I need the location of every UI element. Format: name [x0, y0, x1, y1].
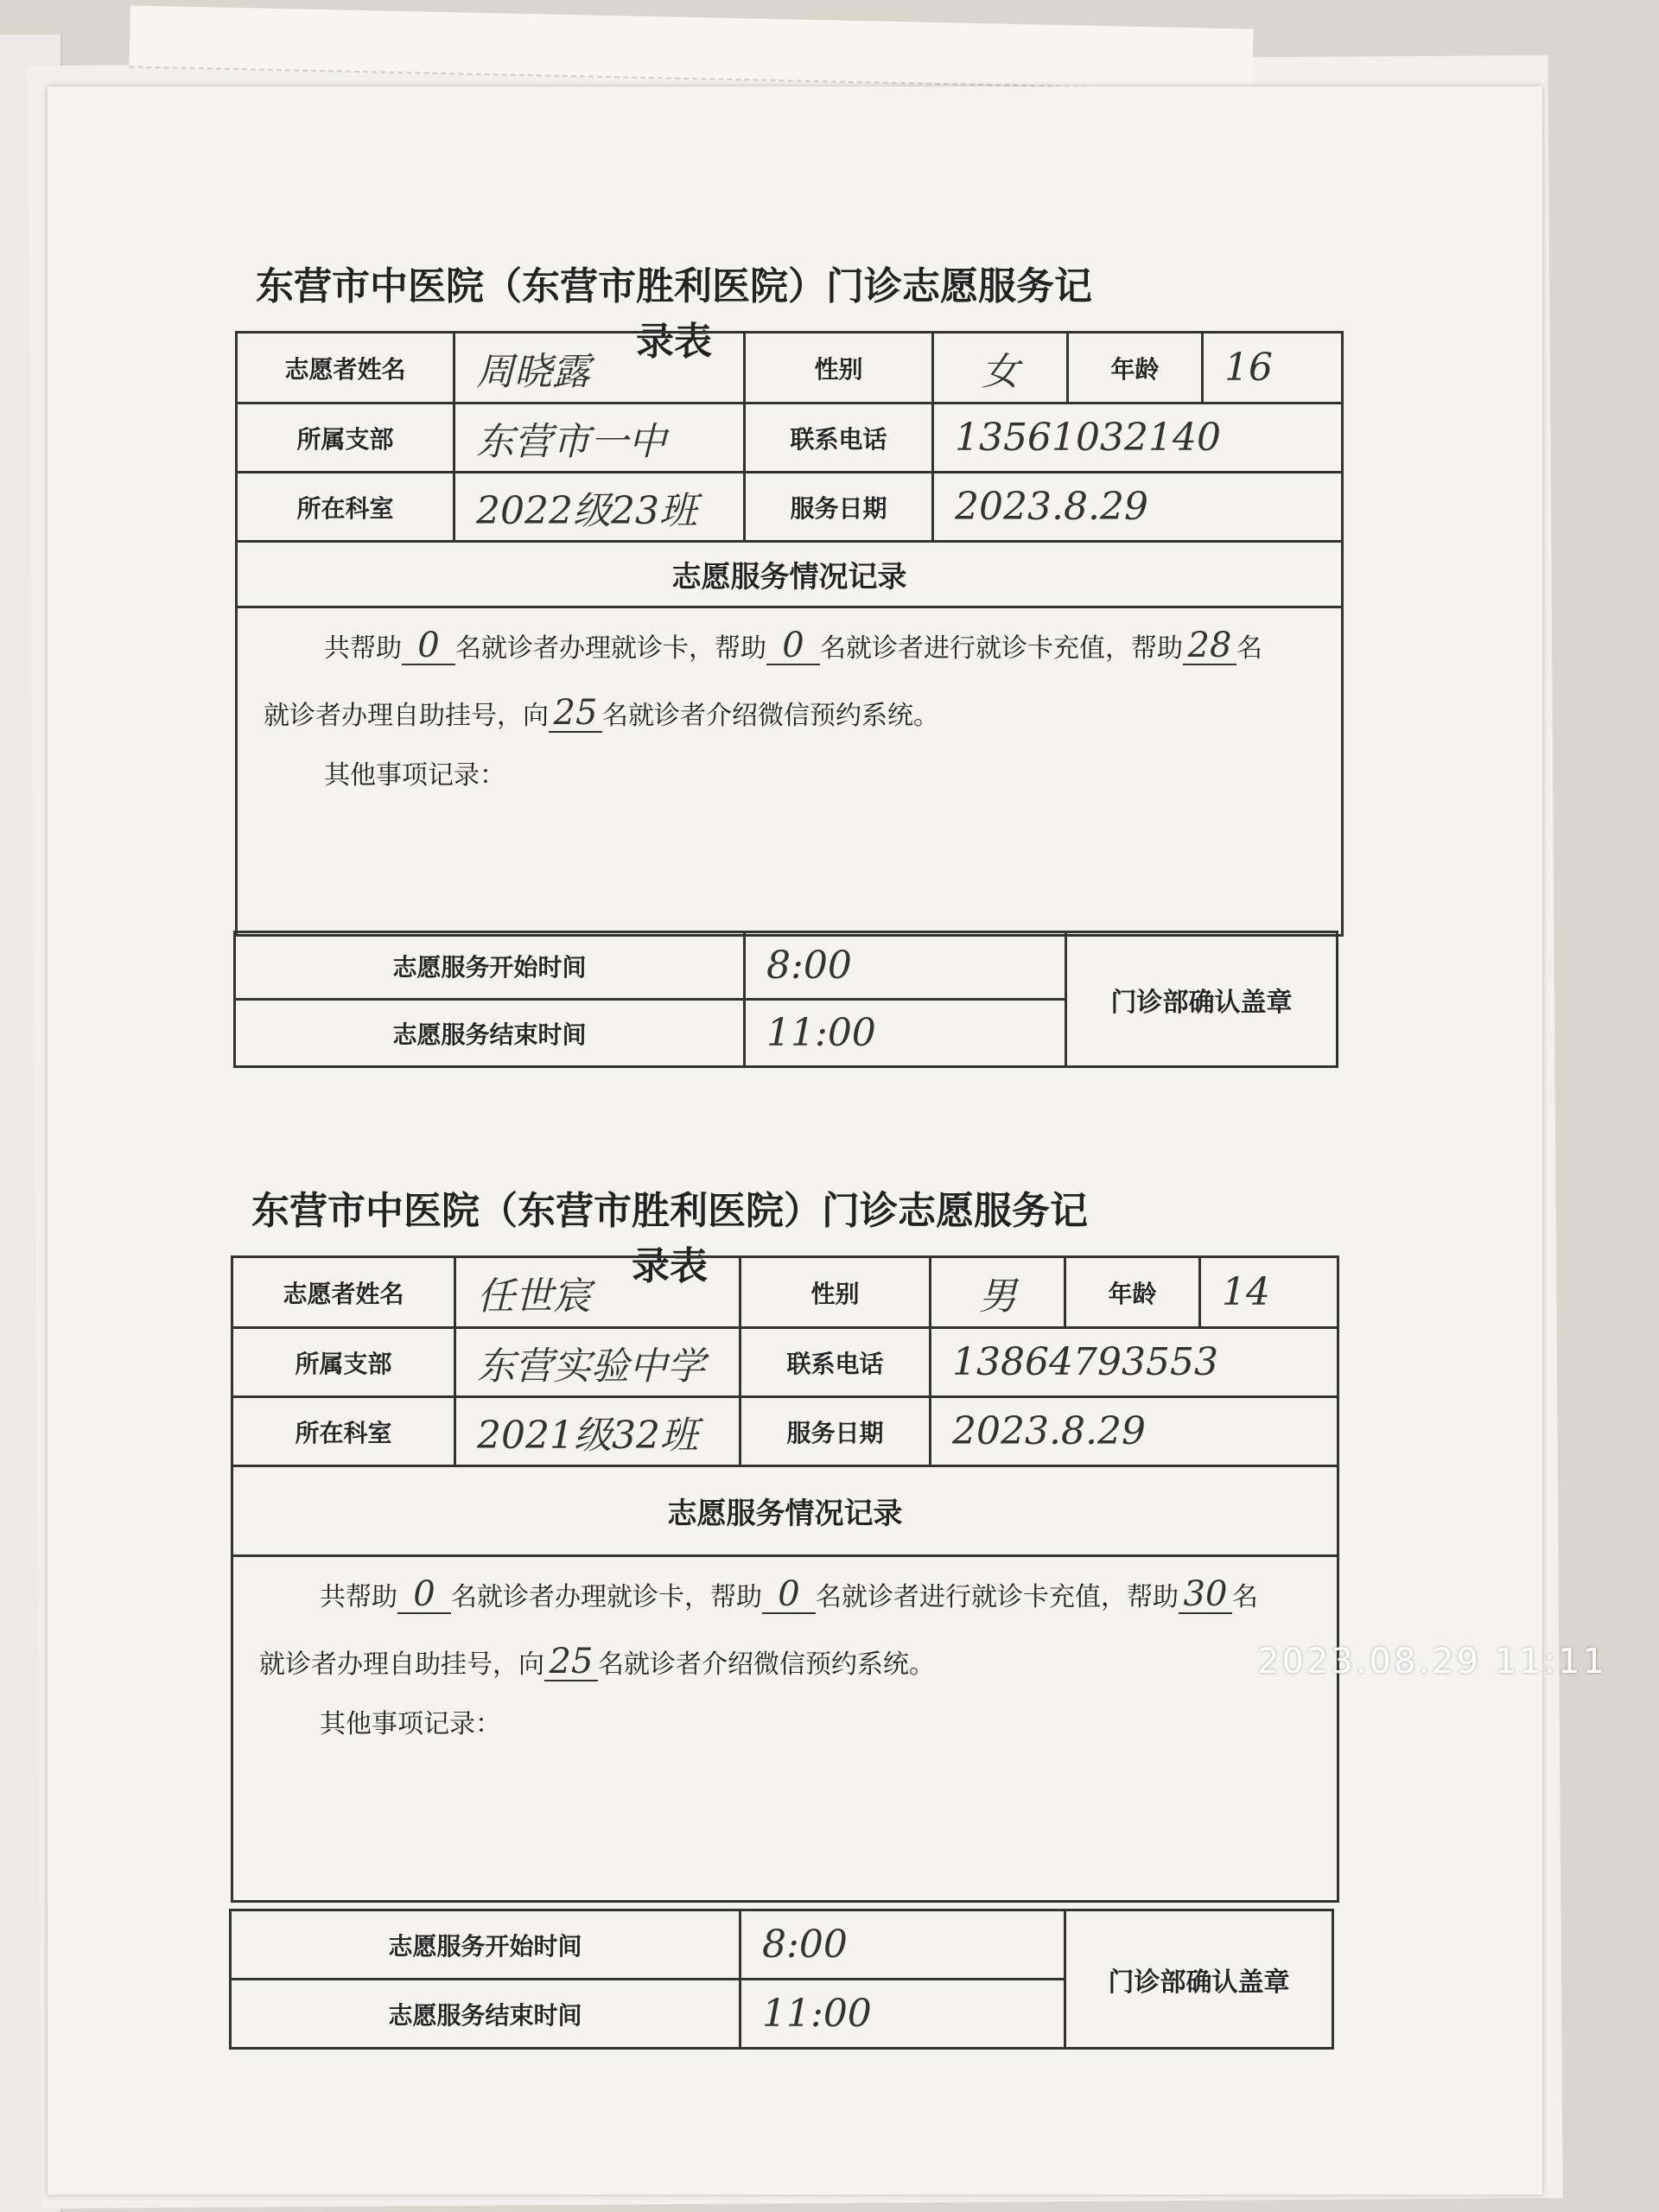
record-body [232, 1556, 1338, 1902]
gender-label: 性别 [745, 333, 933, 404]
time-table [229, 1909, 1334, 2050]
phone-label: 联系电话 [741, 1328, 931, 1397]
date-label: 服务日期 [745, 473, 933, 542]
record-text: 名就诊者进行就诊卡充值，帮助 [816, 1582, 1179, 1612]
record-text: 名 [1236, 633, 1262, 664]
section-title: 志愿服务情况记录 [237, 542, 1343, 607]
filled-count: 0 [402, 627, 455, 665]
gender-value: 女 [933, 333, 1068, 404]
record-text: 名就诊者进行就诊卡充值，帮助 [820, 633, 1183, 664]
photo-timestamp: 2023.08.29 11:11 [1257, 1642, 1608, 1681]
record-text: 就诊者办理自助挂号，向 [259, 1649, 544, 1680]
age-label: 年龄 [1065, 1257, 1200, 1328]
record-body [237, 607, 1343, 936]
filled-count: 0 [397, 1576, 451, 1614]
age-value: 14 [1200, 1257, 1338, 1328]
time-table [233, 931, 1338, 1068]
dept-label: 所在科室 [232, 1397, 455, 1466]
date-value: 2023.8.29 [931, 1397, 1338, 1466]
document-page [48, 86, 1542, 2195]
stamp-cell: 门诊部确认盖章 [1066, 932, 1338, 1067]
dept-label: 所在科室 [237, 473, 454, 542]
record-text: 名就诊者办理就诊卡，帮助 [455, 633, 766, 664]
name-label: 志愿者姓名 [232, 1257, 455, 1328]
start-time-label: 志愿服务开始时间 [231, 1910, 741, 1980]
form-title: 东营市中医院（东营市胜利医院）门诊志愿服务记录表 [251, 1189, 1088, 1288]
end-time-label: 志愿服务结束时间 [235, 1000, 745, 1067]
name-value: 任世宸 [455, 1257, 741, 1328]
end-time-label: 志愿服务结束时间 [231, 1980, 741, 2049]
phone-value: 13864793553 [931, 1328, 1338, 1397]
record-text: 名就诊者办理就诊卡，帮助 [451, 1582, 762, 1612]
end-time-value: 11:00 [741, 1980, 1065, 2049]
filled-count: 25 [544, 1643, 598, 1681]
end-time-value: 11:00 [745, 1000, 1066, 1067]
gender-value: 男 [931, 1257, 1065, 1328]
record-text: 名就诊者介绍微信预约系统。 [598, 1649, 935, 1680]
record-text: 名就诊者介绍微信预约系统。 [602, 701, 939, 731]
age-value: 16 [1203, 333, 1343, 404]
filled-count: 25 [549, 695, 602, 733]
dept-value: 2022级23班 [454, 473, 745, 542]
record-table [231, 1255, 1339, 1903]
branch-label: 所属支部 [232, 1328, 455, 1397]
record-text: 就诊者办理自助挂号，向 [264, 701, 549, 731]
name-label: 志愿者姓名 [237, 333, 454, 404]
name-value: 周晓露 [454, 333, 745, 404]
dept-value: 2021级32班 [455, 1397, 741, 1466]
start-time-value: 8:00 [741, 1910, 1065, 1980]
phone-value: 13561032140 [933, 404, 1343, 473]
other-notes-label: 其他事项记录： [320, 1709, 501, 1739]
start-time-value: 8:00 [745, 932, 1066, 1000]
branch-label: 所属支部 [237, 404, 454, 473]
record-text: 共帮助 [320, 1582, 397, 1612]
form-title: 东营市中医院（东营市胜利医院）门诊志愿服务记录表 [256, 264, 1092, 364]
filled-count: 30 [1179, 1576, 1232, 1614]
filled-count: 28 [1183, 627, 1236, 665]
filled-count: 0 [762, 1576, 816, 1614]
phone-label: 联系电话 [745, 404, 933, 473]
filled-count: 0 [766, 627, 820, 665]
branch-value: 东营市一中 [454, 404, 745, 473]
date-value: 2023.8.29 [933, 473, 1343, 542]
gender-label: 性别 [741, 1257, 931, 1328]
record-text: 名 [1232, 1582, 1258, 1612]
start-time-label: 志愿服务开始时间 [235, 932, 745, 1000]
age-label: 年龄 [1068, 333, 1203, 404]
stamp-cell: 门诊部确认盖章 [1065, 1910, 1333, 2049]
section-title: 志愿服务情况记录 [232, 1466, 1338, 1556]
branch-value: 东营实验中学 [455, 1328, 741, 1397]
record-table [235, 331, 1344, 937]
record-text: 共帮助 [324, 633, 402, 664]
date-label: 服务日期 [741, 1397, 931, 1466]
other-notes-label: 其他事项记录： [324, 760, 505, 791]
